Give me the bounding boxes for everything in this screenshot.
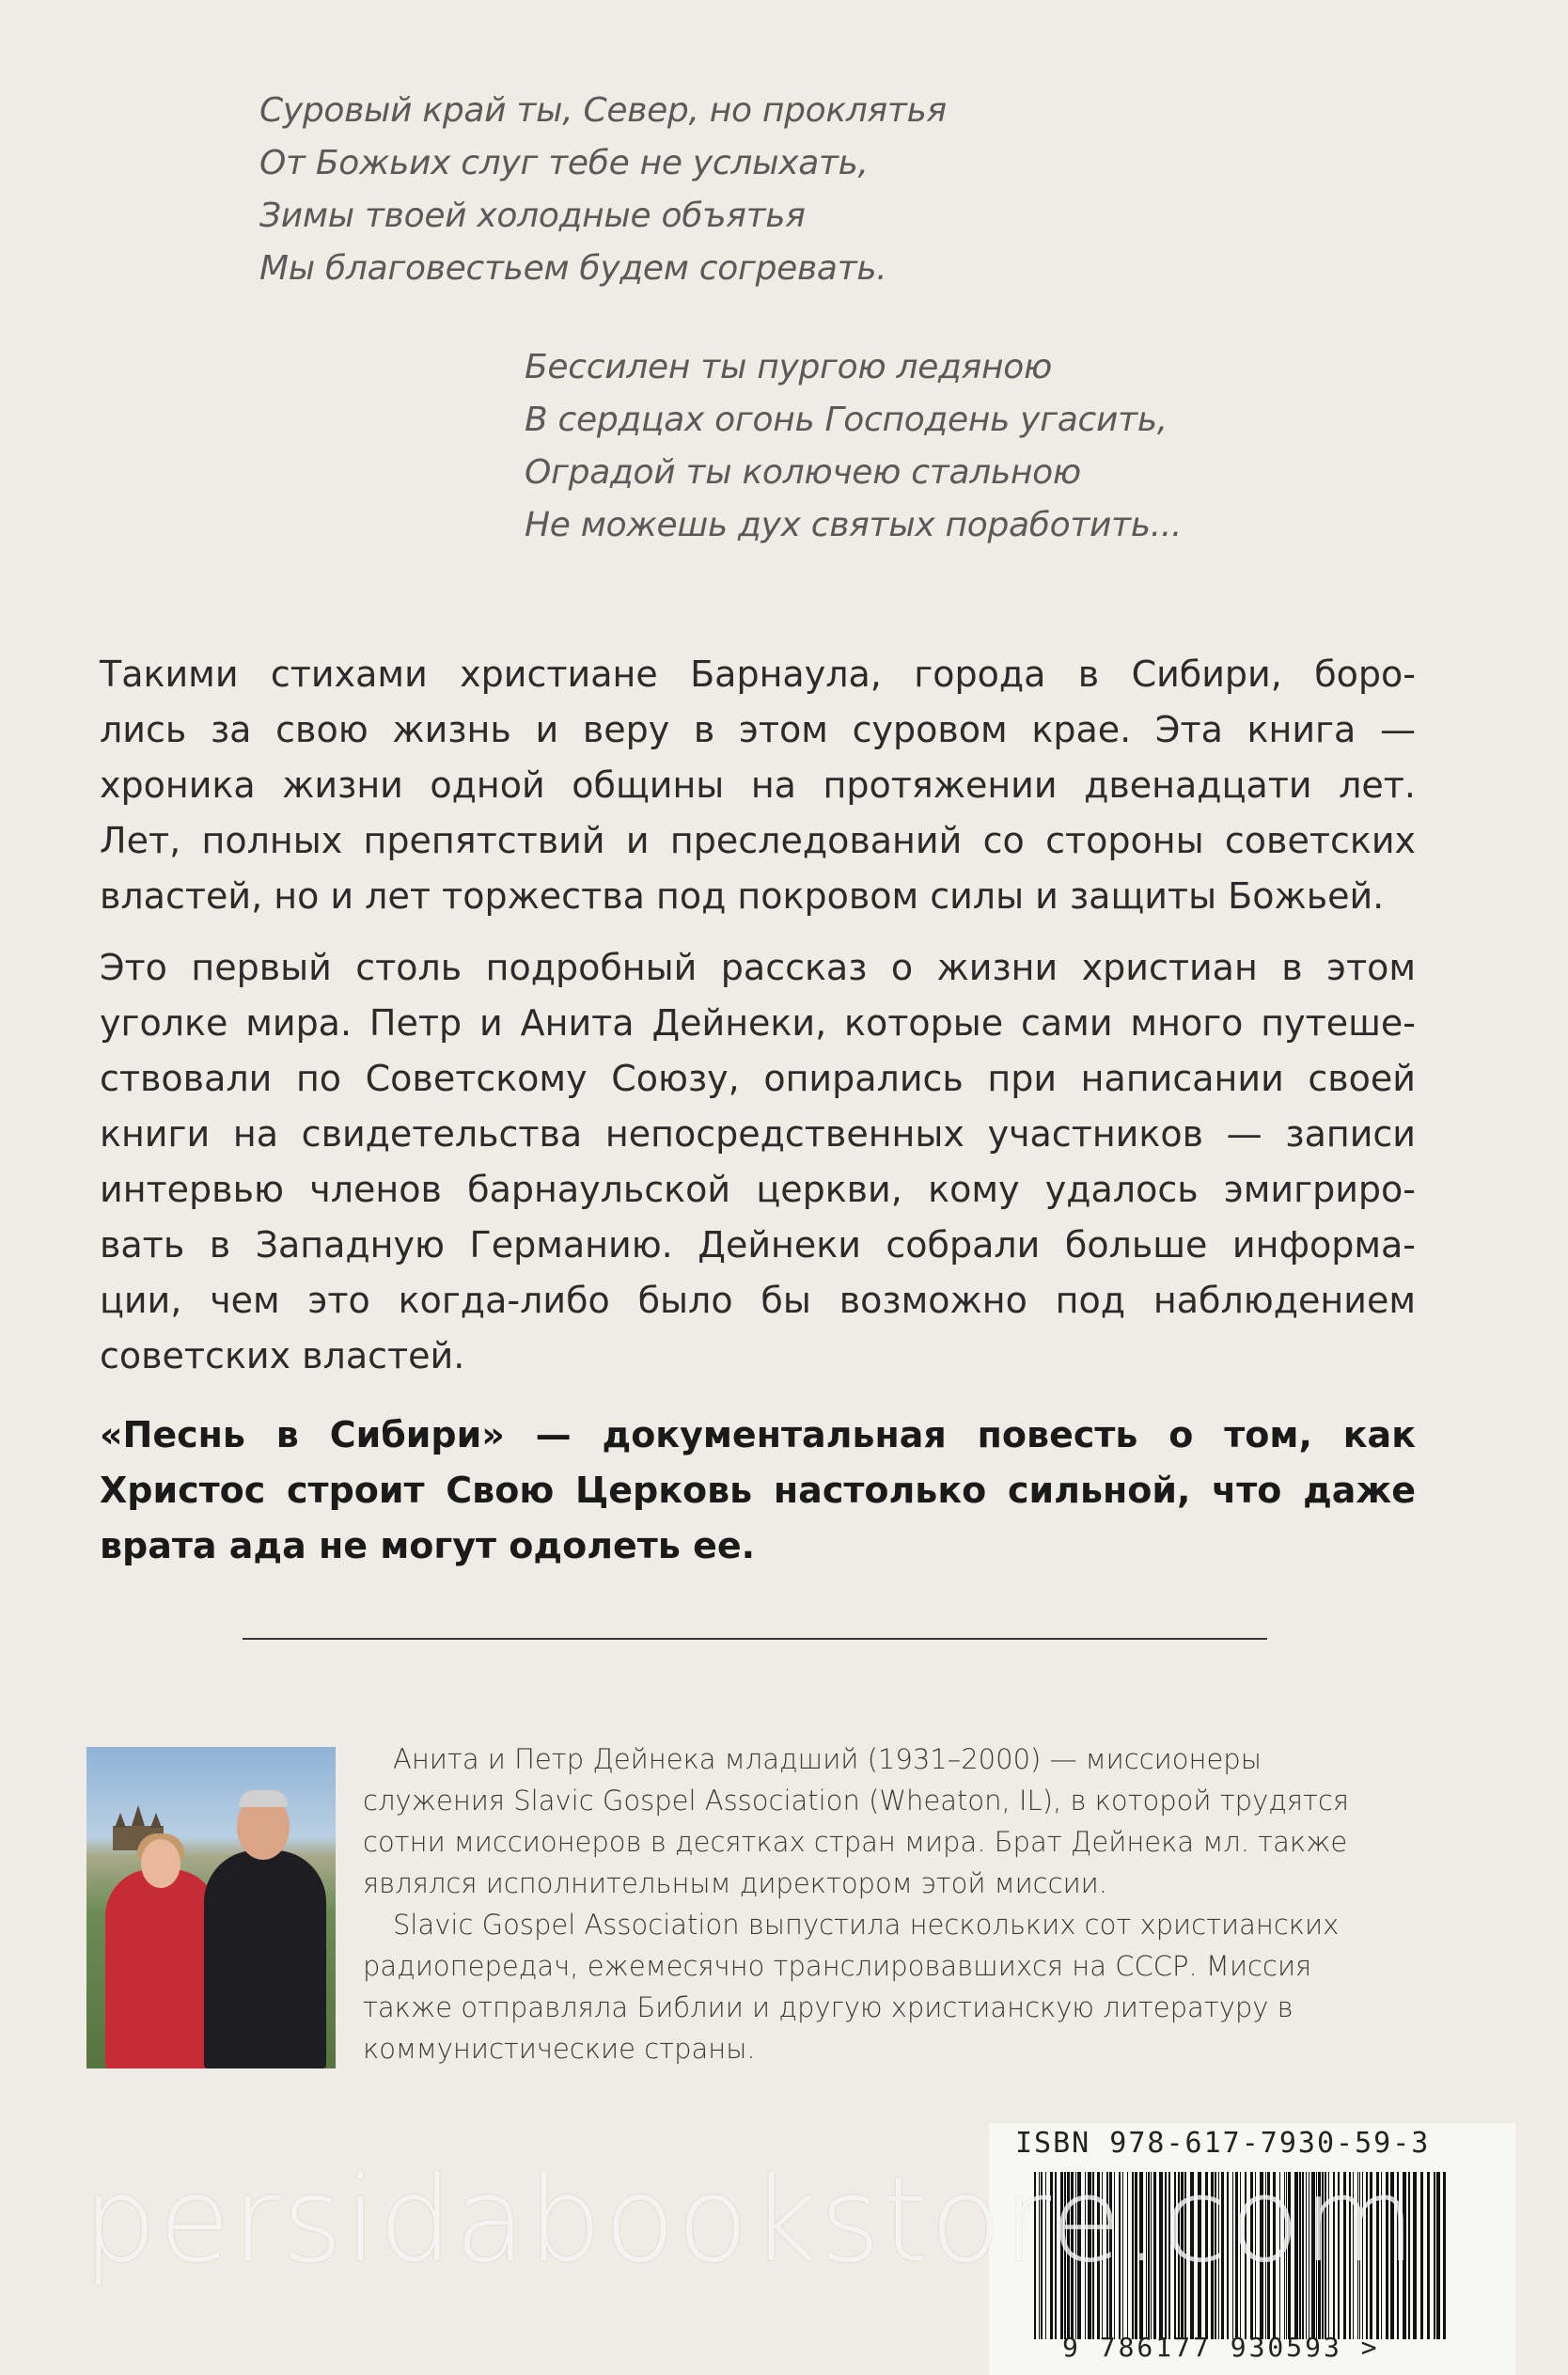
barcode-bar — [1427, 2172, 1430, 2339]
barcode-number: 9 786177 930593 > — [1062, 2332, 1380, 2363]
section-divider — [243, 1638, 1267, 1640]
barcode-bar — [1434, 2172, 1435, 2339]
paragraph-line: Лет, полных препятствий и преследований со стороны советских — [100, 820, 1416, 861]
paragraph-line: лись за свою жизнь и веру в этом суровом крае. Эта книга — — [100, 709, 1416, 750]
paragraph-line: советских властей. — [100, 1335, 465, 1376]
hair — [239, 1790, 288, 1807]
paragraph-line: властей, но и лет торжества под покровом силы и защиты Божьей. — [100, 875, 1385, 917]
bio-line: также отправляла Библии и другую христианскую литературу в — [363, 1991, 1294, 2023]
bio-line: Slavic Gospel Association выпустила нескольких сот христианских — [393, 1909, 1340, 1941]
paragraph-line: уголке мира. Петр и Анита Дейнеки, которые сами много путеше- — [100, 1002, 1416, 1044]
paragraph-line: книги на свидетельства непосредственных участников — записи — [100, 1113, 1416, 1155]
poem-line: Оградой ты колючею стальною — [525, 453, 1081, 492]
paragraph-line: ствовали по Советскому Союзу, опирались при написании своей — [100, 1058, 1416, 1099]
paragraph-line: Христос строит Свою Церковь настолько сильной, что даже — [100, 1470, 1416, 1511]
bio-line: являлся исполнительным директором этой миссии. — [363, 1867, 1107, 1899]
person-woman — [105, 1869, 218, 2068]
bio-line: коммунистические страны. — [363, 2033, 756, 2065]
description-paragraph-2 — [100, 940, 1416, 1384]
paragraph-line: Такими стихами христиане Барнаула, города в Сибири, боро- — [100, 653, 1416, 695]
authors-bio — [363, 1738, 1378, 2069]
barcode-bar — [1420, 2172, 1423, 2339]
poem-line: От Божьих слуг тебе не услыхать, — [259, 144, 869, 182]
poem-line: Мы благовестьем будем согревать. — [259, 249, 887, 288]
paragraph-line: вать в Западную Германию. Дейнеки собрали больше информа- — [100, 1224, 1416, 1266]
barcode-bar — [1443, 2172, 1446, 2339]
description-paragraph-1 — [100, 647, 1416, 924]
description-paragraph-3-bold — [100, 1408, 1416, 1574]
bio-line: Анита и Петр Дейнека младший (1931–2000) — миссионеры — [393, 1743, 1262, 1775]
poem-stanza-2 — [525, 341, 1182, 552]
paragraph-line: врата ада не могут одолеть ее. — [100, 1525, 756, 1566]
poem-line: Бессилен ты пургою ледяною — [525, 348, 1052, 386]
barcode-bar — [1436, 2172, 1440, 2339]
paragraph-line: интервью членов барнаульской церкви, кому удалось эмигриро- — [100, 1169, 1416, 1210]
authors-photo — [86, 1747, 336, 2068]
poem-line: Не можешь дух святых поработить... — [525, 506, 1183, 544]
paragraph-line: ции, чем это когда-либо было бы возможно под наблюдением — [100, 1280, 1416, 1321]
poem-line: Суровый край ты, Север, но проклятья — [259, 91, 947, 130]
paragraph-line: Это первый столь подробный рассказ о жизни христиан в этом — [100, 947, 1416, 988]
watermark: persidabookstore.com — [83, 2153, 1418, 2288]
paragraph-line: «Песнь в Сибири» — документальная повесть о том, как — [100, 1414, 1416, 1455]
bio-line: сотни миссионеров в десятках стран мира. Брат Дейнека мл. также — [363, 1826, 1348, 1858]
poem-line: Зимы твоей холодные объятья — [259, 197, 806, 235]
paragraph-line: хроника жизни одной общины на протяжении двенадцати лет. — [100, 764, 1416, 806]
bio-line: служения Slavic Gospel Association (Wheaton, IL), в которой трудятся — [363, 1785, 1350, 1817]
isbn-text: ISBN 978-617-7930-59-3 — [1015, 2127, 1431, 2160]
bio-line: радиопередач, ежемесячно транслировавшихся на СССР. Миссия — [363, 1950, 1312, 1982]
head — [141, 1839, 180, 1888]
person-man — [204, 1850, 326, 2068]
poem-stanza-1 — [259, 85, 947, 295]
poem-line: В сердцах огонь Господень угасить, — [525, 401, 1168, 439]
